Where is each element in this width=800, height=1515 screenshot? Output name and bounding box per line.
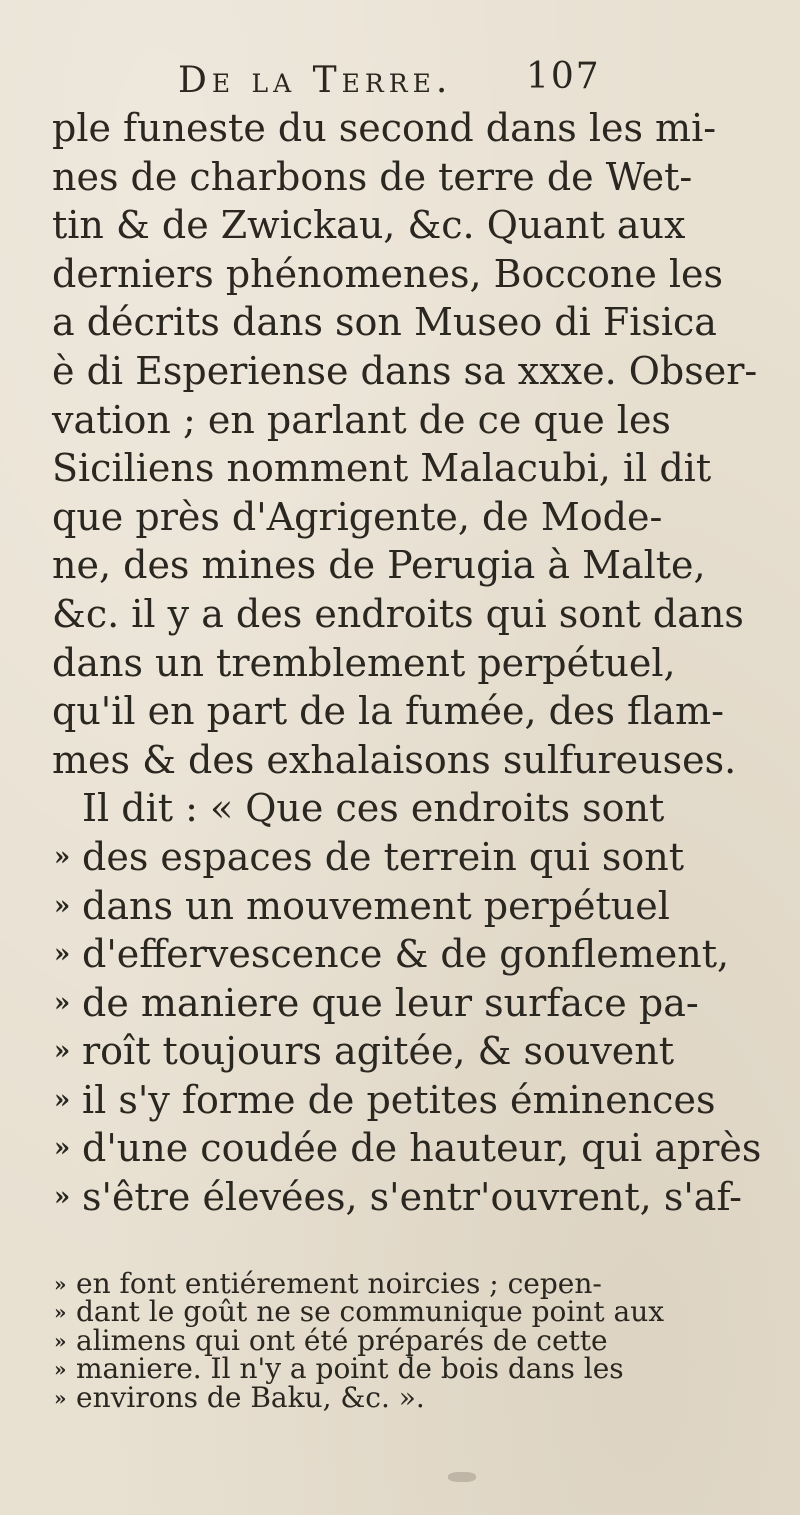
text-line [52, 1323, 792, 1357]
text-line [52, 784, 792, 833]
line-text: d'effervescence & de gonflement, [82, 932, 730, 977]
text-line [52, 979, 792, 1028]
text-line [52, 882, 792, 931]
line-text: vation ; en parlant de ce que les [52, 397, 671, 442]
line-text: de maniere que leur surface pa- [82, 980, 699, 1025]
page-number: 107 [526, 56, 601, 97]
text-line [52, 347, 792, 396]
text-line [52, 1173, 792, 1222]
line-text: en font entiérement noircies ; cepen- [76, 1266, 602, 1300]
main-text-block [52, 104, 792, 1222]
line-text: &c. il y a des endroits qui sont dans [52, 591, 744, 636]
line-text: nes de charbons de terre de Wet- [52, 154, 693, 199]
line-text: tin & de Zwickau, &c. Quant aux [52, 203, 686, 248]
text-line [52, 444, 792, 493]
line-text: mes & des exhalaisons sulfureuses. [52, 737, 737, 782]
line-text: dant le goût ne se communique point aux [76, 1295, 665, 1329]
text-line [52, 1266, 792, 1300]
line-text: a décrits dans son Museo di Fisica [52, 300, 717, 345]
text-line [52, 1295, 792, 1329]
line-text: environs de Baku, &c. ». [76, 1380, 425, 1414]
text-line [52, 930, 792, 979]
quote-mark: » [54, 1357, 67, 1382]
line-text: dans un tremblement perpétuel, [52, 640, 676, 685]
text-line [52, 104, 792, 153]
line-text: des espaces de terrein qui sont [82, 834, 685, 879]
line-text: s'être élevées, s'entr'ouvrent, s'af- [82, 1175, 742, 1220]
text-line [52, 833, 792, 882]
section-gap [52, 1222, 792, 1270]
quote-mark: » [54, 1133, 71, 1164]
text-line [52, 153, 792, 202]
text-line [52, 736, 792, 785]
text-line [52, 250, 792, 299]
ink-smudge [448, 1472, 476, 1482]
text-line [52, 1380, 792, 1414]
text-line [52, 639, 792, 688]
line-text: roît toujours agitée, & souvent [82, 1029, 675, 1074]
quote-mark: » [54, 841, 71, 872]
line-text: d'une coudée de hauteur, qui après [82, 1126, 762, 1171]
body-text [52, 104, 792, 1412]
line-text: è di Esperiense dans sa xxxe. Obser- [52, 348, 758, 393]
note-text-block [52, 1266, 792, 1414]
quote-mark: » [54, 939, 71, 970]
text-line [52, 493, 792, 542]
text-line [52, 396, 792, 445]
text-line [52, 298, 792, 347]
text-line [52, 1352, 792, 1386]
text-line [52, 1076, 792, 1125]
text-line [52, 541, 792, 590]
line-text: Il dit : « Que ces endroits sont [82, 786, 665, 831]
line-text: Siciliens nomment Malacubi, il dit [52, 446, 712, 491]
line-text: qu'il en part de la fumée, des flam- [52, 689, 724, 734]
line-text: derniers phénomenes, Boccone les [52, 251, 724, 296]
line-text: alimens qui ont été préparés de cette [76, 1323, 608, 1357]
text-line [52, 1124, 792, 1173]
quote-mark: » [54, 890, 71, 921]
page-header [178, 56, 778, 104]
line-text: ne, des mines de Perugia à Malte, [52, 543, 706, 588]
quote-mark: » [54, 1084, 71, 1115]
quote-mark: » [54, 1182, 71, 1213]
text-line [52, 687, 792, 736]
quote-mark: » [54, 1271, 67, 1296]
quote-mark: » [54, 1300, 67, 1325]
quote-mark: » [54, 1328, 67, 1353]
text-line [52, 201, 792, 250]
quote-mark: » [54, 987, 71, 1018]
line-text: dans un mouvement perpétuel [82, 883, 670, 928]
line-text: il s'y forme de petites éminences [82, 1077, 716, 1122]
quote-mark: » [54, 1036, 71, 1067]
line-text: maniere. Il n'y a point de bois dans les [76, 1352, 624, 1386]
quote-mark: » [54, 1385, 67, 1410]
line-text: que près d'Agrigente, de Mode- [52, 494, 663, 539]
line-text: ple funeste du second dans les mi- [52, 106, 717, 150]
running-head: De la Terre. [178, 60, 453, 101]
text-line [52, 1027, 792, 1076]
text-line [52, 590, 792, 639]
